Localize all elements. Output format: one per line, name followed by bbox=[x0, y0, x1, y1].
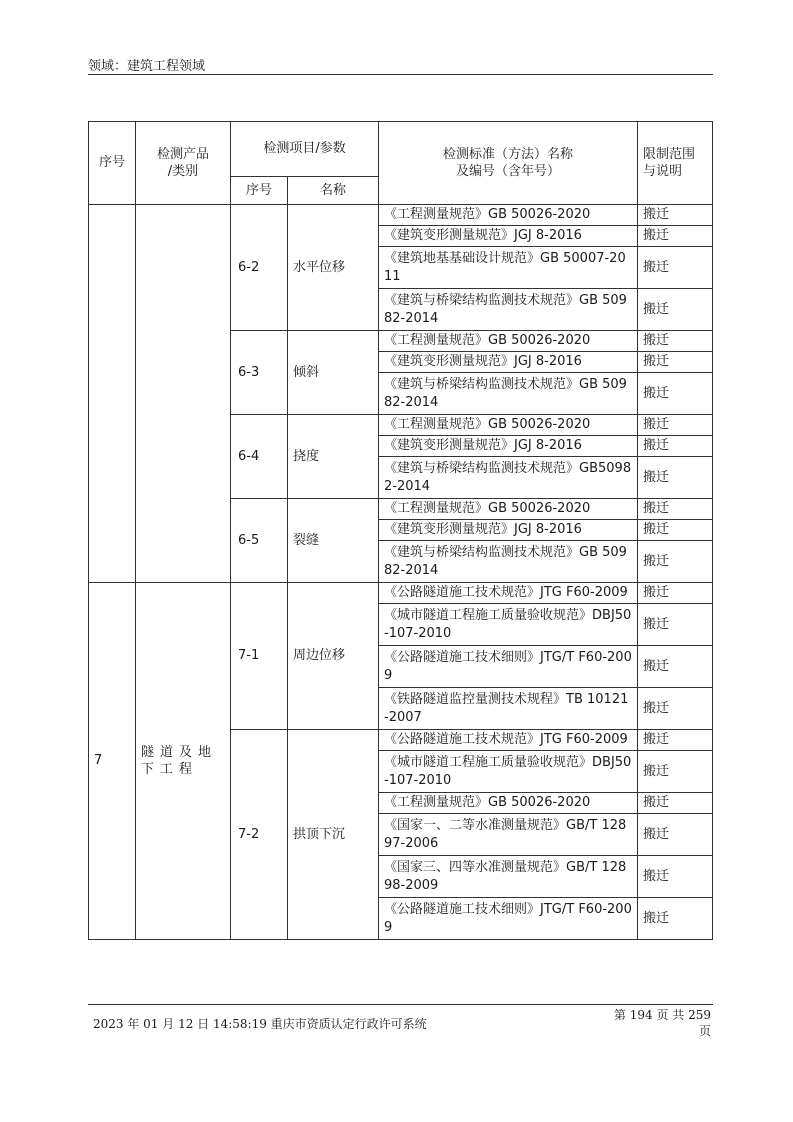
item-code: 6-3 bbox=[231, 331, 288, 415]
header-seq: 序号 bbox=[89, 122, 136, 205]
standard-name: 《工程测量规范》GB 50026-2020 bbox=[379, 499, 638, 520]
scope-note: 搬迁 bbox=[638, 688, 713, 730]
header-product-category: 检测产品 /类别 bbox=[136, 122, 231, 205]
scope-note: 搬迁 bbox=[638, 793, 713, 814]
item-code: 6-2 bbox=[231, 205, 288, 331]
group-category: 隧道及地下工程 bbox=[136, 583, 231, 940]
item-name: 拱顶下沉 bbox=[288, 730, 379, 940]
standard-name: 《城市隧道工程施工质量验收规范》DBJ50-107-2010 bbox=[379, 604, 638, 646]
scope-note: 搬迁 bbox=[638, 541, 713, 583]
standard-name: 《城市隧道工程施工质量验收规范》DBJ50-107-2010 bbox=[379, 751, 638, 793]
table-body bbox=[89, 205, 713, 940]
standard-name: 《建筑变形测量规范》JGJ 8-2016 bbox=[379, 226, 638, 247]
standard-name: 《工程测量规范》GB 50026-2020 bbox=[379, 793, 638, 814]
standard-name: 《建筑与桥梁结构监测技术规范》GB 50982-2014 bbox=[379, 289, 638, 331]
scope-note: 搬迁 bbox=[638, 352, 713, 373]
scope-note: 搬迁 bbox=[638, 730, 713, 751]
item-name: 裂缝 bbox=[288, 499, 379, 583]
standard-name: 《国家三、四等水准测量规范》GB/T 12898-2009 bbox=[379, 856, 638, 898]
inspection-standards-table bbox=[88, 121, 713, 940]
footer-timestamp-system: 2023 年 01 月 12 日 14:58:19 重庆市资质认定行政许可系统 bbox=[93, 1017, 427, 1031]
scope-note: 搬迁 bbox=[638, 520, 713, 541]
scope-note: 搬迁 bbox=[638, 856, 713, 898]
scope-note: 搬迁 bbox=[638, 436, 713, 457]
page-header-domain: 领域：建筑工程领域 bbox=[88, 59, 206, 74]
standard-name: 《国家一、二等水准测量规范》GB/T 12897-2006 bbox=[379, 814, 638, 856]
scope-note: 搬迁 bbox=[638, 226, 713, 247]
standard-name: 《建筑变形测量规范》JGJ 8-2016 bbox=[379, 436, 638, 457]
scope-note: 搬迁 bbox=[638, 751, 713, 793]
standard-name: 《建筑地基基础设计规范》GB 50007-2011 bbox=[379, 247, 638, 289]
scope-note: 搬迁 bbox=[638, 898, 713, 940]
scope-note: 搬迁 bbox=[638, 247, 713, 289]
item-name: 挠度 bbox=[288, 415, 379, 499]
header-item-name: 名称 bbox=[288, 177, 379, 205]
standard-name: 《建筑变形测量规范》JGJ 8-2016 bbox=[379, 352, 638, 373]
standard-name: 《建筑与桥梁结构监测技术规范》GB50982-2014 bbox=[379, 457, 638, 499]
footer-page-info: 第 194 页 共 259 页 bbox=[613, 1008, 711, 1038]
header-divider bbox=[88, 74, 713, 75]
scope-note: 搬迁 bbox=[638, 289, 713, 331]
standard-name: 《铁路隧道监控量测技术规程》TB 10121-2007 bbox=[379, 688, 638, 730]
item-name: 水平位移 bbox=[288, 205, 379, 331]
scope-note: 搬迁 bbox=[638, 604, 713, 646]
header-standard: 检测标准（方法）名称 及编号（含年号） bbox=[379, 122, 638, 205]
scope-note: 搬迁 bbox=[638, 373, 713, 415]
item-code: 6-4 bbox=[231, 415, 288, 499]
standard-name: 《公路隧道施工技术规范》JTG F60-2009 bbox=[379, 583, 638, 604]
scope-note: 搬迁 bbox=[638, 646, 713, 688]
header-scope: 限制范围 与说明 bbox=[638, 122, 713, 205]
group-category bbox=[136, 205, 231, 583]
scope-note: 搬迁 bbox=[638, 457, 713, 499]
group-seq: 7 bbox=[89, 583, 136, 940]
scope-note: 搬迁 bbox=[638, 331, 713, 352]
standard-name: 《建筑与桥梁结构监测技术规范》GB 50982-2014 bbox=[379, 373, 638, 415]
standard-name: 《工程测量规范》GB 50026-2020 bbox=[379, 331, 638, 352]
standard-name: 《工程测量规范》GB 50026-2020 bbox=[379, 415, 638, 436]
standard-name: 《建筑与桥梁结构监测技术规范》GB 50982-2014 bbox=[379, 541, 638, 583]
standard-name: 《公路隧道施工技术细则》JTG/T F60-2009 bbox=[379, 646, 638, 688]
item-code: 7-1 bbox=[231, 583, 288, 730]
scope-note: 搬迁 bbox=[638, 499, 713, 520]
footer-divider bbox=[88, 1004, 713, 1005]
item-code: 6-5 bbox=[231, 499, 288, 583]
standard-name: 《公路隧道施工技术细则》JTG/T F60-2009 bbox=[379, 898, 638, 940]
standard-name: 《建筑变形测量规范》JGJ 8-2016 bbox=[379, 520, 638, 541]
item-name: 倾斜 bbox=[288, 331, 379, 415]
group-seq bbox=[89, 205, 136, 583]
scope-note: 搬迁 bbox=[638, 814, 713, 856]
scope-note: 搬迁 bbox=[638, 583, 713, 604]
item-code: 7-2 bbox=[231, 730, 288, 940]
table-row bbox=[89, 583, 713, 604]
header-item-seq: 序号 bbox=[231, 177, 288, 205]
standard-name: 《公路隧道施工技术规范》JTG F60-2009 bbox=[379, 730, 638, 751]
item-name: 周边位移 bbox=[288, 583, 379, 730]
standard-name: 《工程测量规范》GB 50026-2020 bbox=[379, 205, 638, 226]
table-row bbox=[89, 205, 713, 226]
header-test-items: 检测项目/参数 bbox=[231, 122, 379, 177]
scope-note: 搬迁 bbox=[638, 205, 713, 226]
table-header bbox=[89, 122, 713, 205]
scope-note: 搬迁 bbox=[638, 415, 713, 436]
